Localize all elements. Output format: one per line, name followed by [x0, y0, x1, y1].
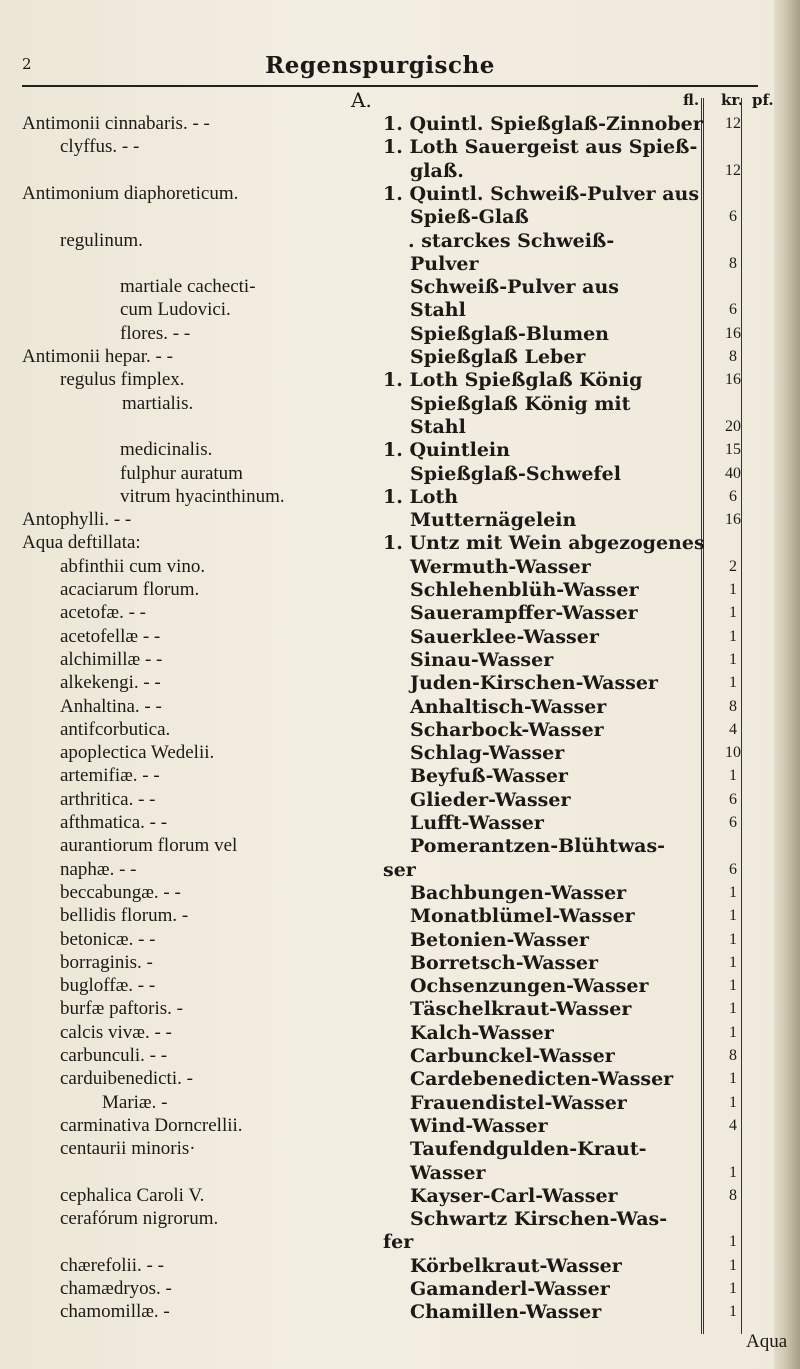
running-title: Regenspurgische: [265, 52, 495, 79]
german-name: Taufendgulden-Kraut-: [410, 1138, 647, 1161]
latin-name: medicinalis.: [120, 439, 213, 461]
price-kreuzer: 6: [729, 860, 737, 878]
table-row: [0, 578, 800, 602]
latin-name: chamædryos. -: [60, 1278, 172, 1299]
table-row: [0, 648, 800, 672]
german-name: Spießglaß-Blumen: [410, 322, 609, 345]
latin-name: Anhaltina. - -: [60, 695, 162, 717]
price-kreuzer: 1: [729, 674, 737, 692]
table-row: [0, 1067, 800, 1091]
latin-name: burfæ paftoris. -: [60, 998, 183, 1020]
table-row: [0, 1207, 800, 1231]
table-row: [0, 741, 800, 765]
latin-name: bellidis florum. -: [60, 905, 189, 927]
latin-name: cephalica Caroli V.: [60, 1184, 205, 1206]
table-row: [0, 881, 800, 905]
german-name: Pomerantzen-Blühtwas-: [410, 835, 666, 858]
latin-name: carduibenedicti. -: [60, 1068, 193, 1090]
table-row: [0, 392, 800, 416]
price-kreuzer: 15: [725, 441, 741, 459]
table-row: [0, 1091, 800, 1115]
latin-name: borraginis. -: [60, 951, 153, 973]
german-name: Scharbock-Wasser: [410, 718, 604, 741]
price-kreuzer: 1: [729, 767, 737, 785]
german-name: Sinau-Wasser: [410, 648, 554, 671]
latin-name: chærefolii. - -: [60, 1254, 164, 1276]
german-name: fer: [383, 1231, 414, 1254]
latin-name: regulus fimplex.: [60, 369, 185, 391]
table-row: [0, 508, 800, 532]
german-name: . starckes Schweiß-: [408, 229, 615, 252]
german-name: Glieder-Wasser: [410, 788, 571, 811]
german-name: Mutternägelein: [410, 509, 577, 532]
price-kreuzer: 10: [725, 744, 741, 762]
table-row: [0, 1114, 800, 1138]
price-kreuzer: 1: [729, 1093, 737, 1111]
price-kreuzer: 8: [729, 348, 737, 365]
german-name: Kayser-Carl-Wasser: [410, 1184, 618, 1207]
table-row: [0, 531, 800, 555]
german-name: Täschelkraut-Wasser: [410, 998, 632, 1021]
price-kreuzer: 1: [729, 953, 737, 971]
german-name: Schlag-Wasser: [410, 742, 565, 765]
table-row: [0, 1277, 800, 1301]
price-kreuzer: 1: [729, 1070, 737, 1088]
german-name: 1. Quintl. Spießglaß-Zinnober: [383, 113, 703, 135]
german-name: 1. Quintl. Schweiß-Pulver aus: [383, 182, 700, 205]
latin-name: Mariæ. -: [102, 1091, 168, 1113]
latin-name: apoplectica Wedelii.: [60, 742, 215, 764]
table-row: [0, 135, 800, 159]
table-row: [0, 462, 800, 486]
german-name: ser: [383, 858, 416, 881]
table-row: [0, 695, 800, 719]
table-row: [0, 159, 800, 183]
latin-name: Antophylli. - -: [22, 509, 132, 531]
latin-name: antifcorbutica.: [60, 718, 171, 740]
price-kreuzer: 6: [729, 487, 737, 505]
catchword: Aqua: [746, 1331, 788, 1352]
german-name: Körbelkraut-Wasser: [410, 1254, 622, 1277]
latin-name: bugloffæ. - -: [60, 975, 156, 997]
german-name: Gamanderl-Wasser: [410, 1278, 610, 1300]
latin-name: Antimonii hepar. - -: [22, 346, 173, 367]
table-row: [0, 625, 800, 649]
latin-name: fulphur auratum: [120, 462, 243, 484]
table-row: [0, 368, 800, 392]
column-header-kr: kr.: [721, 91, 744, 109]
latin-name: artemifiæ. - -: [60, 765, 160, 787]
price-kreuzer: 1: [729, 1163, 737, 1181]
latin-name: betonicæ. - -: [60, 928, 156, 950]
german-name: 1. Loth Sauergeist aus Spieß-: [383, 136, 698, 159]
german-name: glaß.: [410, 159, 464, 182]
table-row: [0, 438, 800, 462]
table-row: [0, 928, 800, 952]
column-header-pf: pf.: [752, 91, 774, 109]
price-kreuzer: 1: [729, 1256, 737, 1274]
german-name: Stahl: [410, 299, 466, 322]
latin-name: carminativa Dorncrellii.: [60, 1114, 243, 1136]
price-kreuzer: 8: [729, 254, 737, 272]
price-kreuzer: 1: [729, 650, 737, 668]
german-name: Wermuth-Wasser: [410, 555, 591, 578]
table-row: [0, 112, 800, 136]
table-row: [0, 1254, 800, 1278]
price-kreuzer: 8: [729, 697, 737, 715]
german-name: 1. Loth: [383, 485, 459, 508]
price-kreuzer: 1: [729, 1000, 737, 1018]
price-kreuzer: 4: [729, 720, 737, 738]
table-row: [0, 1184, 800, 1208]
latin-name: chamomillæ. -: [60, 1301, 170, 1323]
latin-name: arthritica. - -: [60, 788, 156, 810]
price-kreuzer: 1: [729, 1303, 737, 1321]
latin-name: Antimonii cinnabaris. - -: [22, 113, 210, 134]
latin-name: flores. - -: [120, 322, 191, 344]
latin-name: clyffus. - -: [60, 136, 140, 158]
table-row: [0, 671, 800, 695]
latin-name: naphæ. - -: [60, 858, 137, 880]
price-kreuzer: 8: [729, 1047, 737, 1064]
price-kreuzer: 16: [725, 511, 741, 529]
latin-name: cerafórum nigrorum.: [60, 1208, 219, 1230]
price-kreuzer: 1: [729, 977, 737, 995]
german-name: Wind-Wasser: [410, 1114, 548, 1137]
german-name: Beyfuß-Wasser: [410, 765, 568, 788]
price-kreuzer: 6: [729, 790, 737, 808]
latin-name: vitrum hyacinthinum.: [120, 485, 285, 507]
price-kreuzer: 8: [729, 1186, 737, 1204]
german-name: Cardebenedicten-Wasser: [410, 1068, 674, 1091]
price-kreuzer: 4: [729, 1116, 737, 1134]
table-row: [0, 904, 800, 928]
price-kreuzer: 40: [725, 464, 741, 482]
price-kreuzer: 1: [729, 883, 737, 901]
table-row: [0, 1300, 800, 1324]
latin-name: calcis vivæ. - -: [60, 1021, 172, 1043]
german-name: Schweiß-Pulver aus: [410, 276, 619, 299]
price-kreuzer: 16: [725, 371, 741, 389]
table-row: [0, 229, 800, 253]
table-row: [0, 951, 800, 975]
price-kreuzer: 1: [729, 907, 737, 925]
table-row: [0, 788, 800, 812]
german-name: Anhaltisch-Wasser: [410, 695, 607, 718]
latin-name: aurantiorum florum vel: [60, 835, 238, 857]
price-kreuzer: 1: [729, 581, 737, 598]
german-name: Spießglaß-Schwefel: [410, 462, 621, 485]
latin-name: Antimonium diaphoreticum.: [22, 182, 239, 204]
german-name: Spießglaß König mit: [410, 392, 631, 415]
price-kreuzer: 12: [725, 161, 741, 179]
table-row: [0, 182, 800, 206]
german-name: Monatblümel-Wasser: [410, 905, 635, 928]
table-row: [0, 205, 800, 229]
table-row: [0, 718, 800, 742]
german-name: Sauerklee-Wasser: [410, 625, 599, 648]
price-kreuzer: 6: [729, 208, 737, 226]
column-header-fl: fl.: [683, 91, 700, 109]
table-row: [0, 1137, 800, 1161]
latin-name: carbunculi. - -: [60, 1045, 168, 1066]
latin-name: regulinum.: [60, 229, 143, 251]
german-name: Spießglaß Leber: [410, 346, 586, 368]
price-kreuzer: 1: [729, 627, 737, 645]
table-row: [0, 974, 800, 998]
price-kreuzer: 2: [729, 557, 737, 575]
german-name: 1. Loth Spießglaß König: [383, 369, 643, 392]
price-kreuzer: 16: [725, 324, 741, 342]
latin-name: alkekengi. - -: [60, 672, 161, 694]
price-kreuzer: 1: [729, 930, 737, 948]
latin-name: cum Ludovici.: [120, 299, 231, 321]
table-row: [0, 275, 800, 299]
german-name: Stahl: [410, 415, 466, 438]
latin-name: martiale cachecti-: [120, 276, 256, 298]
german-name: Pulver: [410, 252, 479, 275]
german-name: Ochsenzungen-Wasser: [410, 975, 649, 998]
german-name: Betonien-Wasser: [410, 928, 589, 951]
german-name: Juden-Kirschen-Wasser: [410, 672, 658, 695]
table-row: [0, 858, 800, 882]
german-name: Chamillen-Wasser: [410, 1301, 602, 1324]
table-row: [0, 601, 800, 625]
table-row: [0, 811, 800, 835]
german-name: 1. Untz mit Wein abgezogenes: [383, 532, 705, 555]
price-kreuzer: 6: [729, 814, 737, 831]
latin-name: acaciarum florum.: [60, 579, 200, 600]
german-name: Schlehenblüh-Wasser: [410, 579, 639, 601]
table-row: [0, 764, 800, 788]
table-row: [0, 415, 800, 439]
section-letter: A.: [351, 88, 372, 112]
table-row: [0, 485, 800, 509]
price-kreuzer: 1: [729, 1233, 737, 1251]
table-row: [0, 298, 800, 322]
german-name: Wasser: [410, 1161, 486, 1184]
table-row: [0, 834, 800, 858]
latin-name: acetofæ. - -: [60, 602, 146, 624]
table-row: [0, 1161, 800, 1185]
german-name: Bachbungen-Wasser: [410, 881, 627, 904]
table-row: [0, 345, 800, 369]
table-row: [0, 555, 800, 579]
latin-name: afthmatica. - -: [60, 812, 168, 833]
table-row: [0, 322, 800, 346]
price-kreuzer: 12: [725, 115, 741, 132]
page-number: 2: [22, 55, 32, 73]
table-row: [0, 1021, 800, 1045]
latin-name: Aqua deftillata:: [22, 532, 141, 554]
table-row: [0, 252, 800, 276]
german-name: Spieß-Glaß: [410, 206, 529, 229]
german-name: 1. Quintlein: [383, 439, 510, 462]
table-row: [0, 1230, 800, 1254]
german-name: Kalch-Wasser: [410, 1021, 554, 1044]
german-name: Carbunckel-Wasser: [410, 1045, 615, 1067]
price-kreuzer: 1: [729, 1280, 737, 1297]
table-row: [0, 997, 800, 1021]
latin-name: abfinthii cum vino.: [60, 555, 206, 577]
latin-name: beccabungæ. - -: [60, 881, 181, 903]
price-kreuzer: 20: [725, 417, 741, 435]
german-name: Schwartz Kirschen-Was-: [410, 1208, 668, 1231]
table-row: [0, 1044, 800, 1068]
latin-name: alchimillæ - -: [60, 648, 163, 670]
latin-name: centaurii minoris·: [60, 1138, 196, 1160]
german-name: Borretsch-Wasser: [410, 951, 599, 974]
german-name: Sauerampffer-Wasser: [410, 602, 638, 625]
german-name: Lufft-Wasser: [410, 812, 544, 834]
german-name: Frauendistel-Wasser: [410, 1091, 627, 1114]
price-kreuzer: 1: [729, 1023, 737, 1041]
latin-name: acetofellæ - -: [60, 625, 161, 647]
price-kreuzer: 1: [729, 604, 737, 622]
price-kreuzer: 6: [729, 301, 737, 319]
latin-name: martialis.: [122, 392, 194, 414]
header-rule: [22, 85, 758, 87]
